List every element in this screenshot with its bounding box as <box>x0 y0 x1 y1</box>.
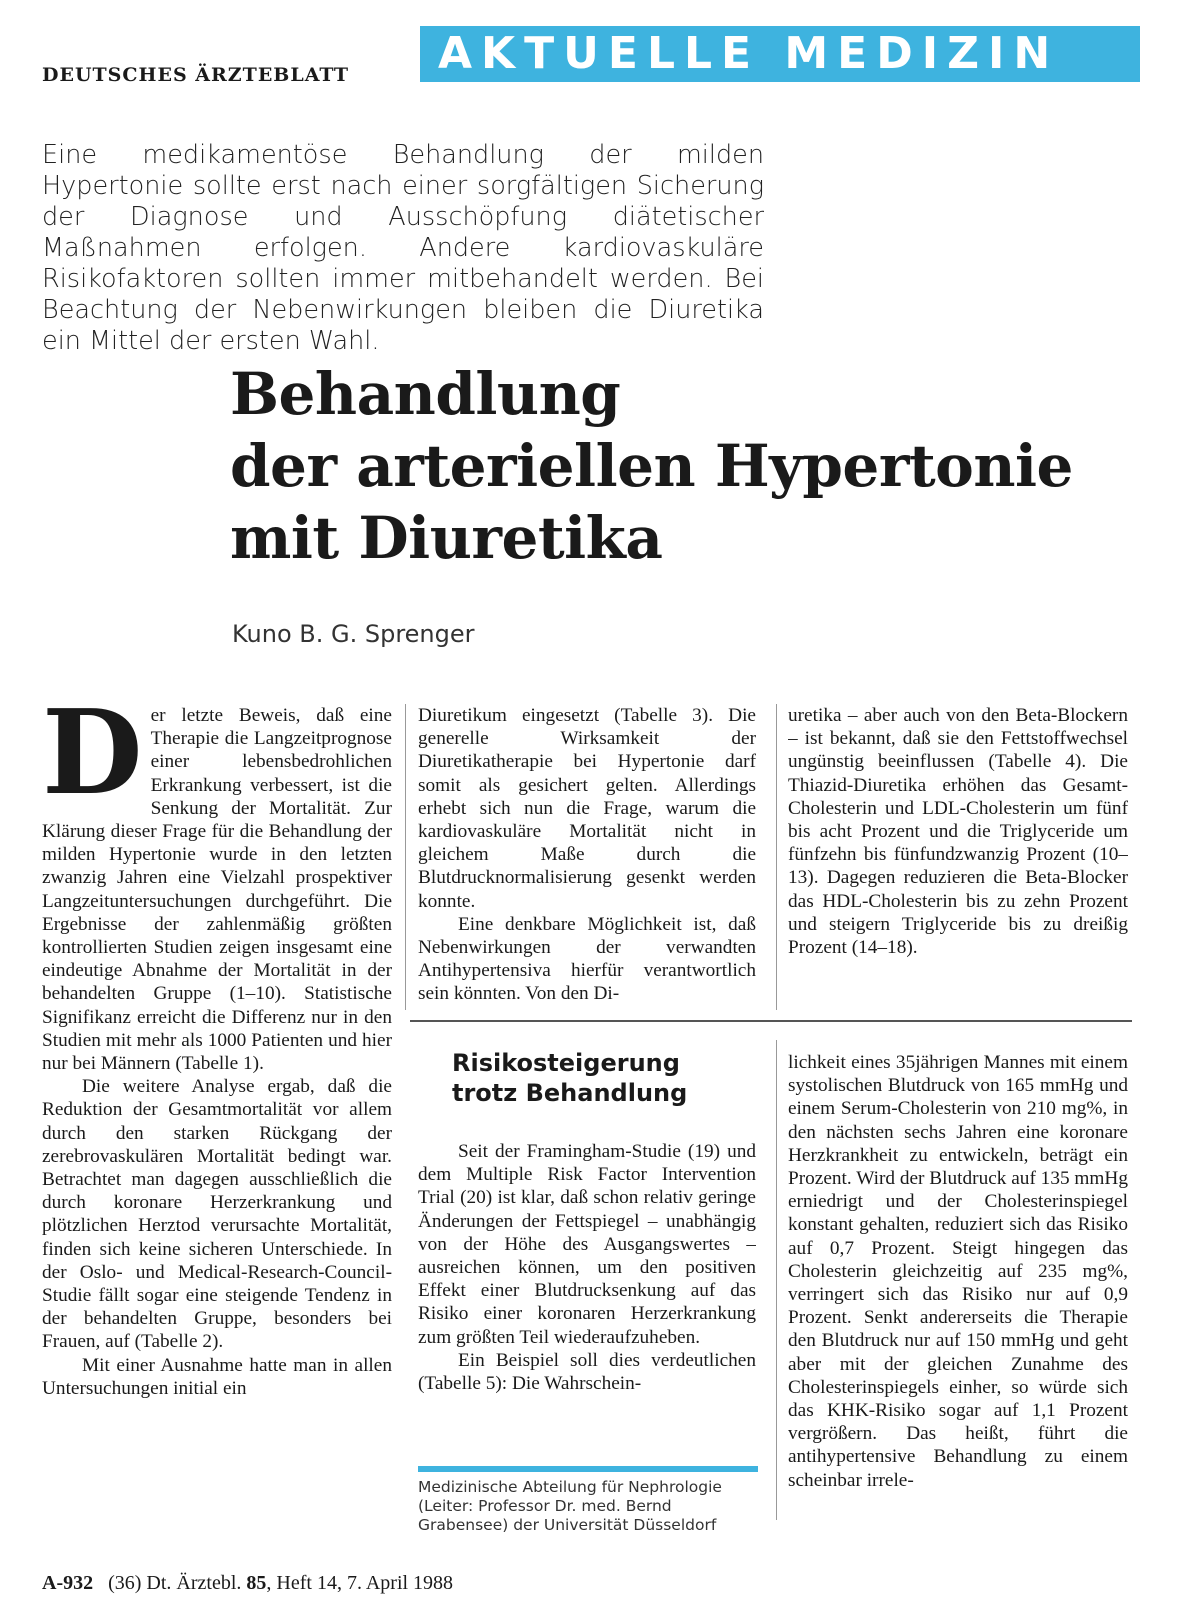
body-paragraph: Mit einer Ausnahme hatte man in allen Untersuchungen initial ein <box>42 1354 392 1399</box>
citation-journal: (36) Dt. Ärztebl. <box>108 1572 242 1594</box>
citation-issue: , Heft 14, 7. April 1988 <box>266 1572 454 1594</box>
body-paragraph: Die weitere Analyse ergab, daß die Reduktion der Gesamtmortalität vor allem durch den starken Rückgang der zerebrovaskulären Mortalität bedingt war. Betrachtet man dagegen ausschließlich die durch koronare Herzerkrankung und plötzlichen Herztod verursachte Mortalität, finden sich keine sicheren Unterschiede. In der Oslo- und Medical-Research-Council-Studie fällt sogar eine steigende Tendenz in der behandelten Gruppe, besonders bei Frauen, auf (Tabelle 2). <box>42 1076 392 1353</box>
title-line-1: Behandlung <box>230 360 621 428</box>
text-column-3 <box>788 704 1128 1004</box>
text-column-1 <box>42 704 392 1504</box>
text-column-4 <box>418 1140 756 1462</box>
text-column-2 <box>418 704 756 1004</box>
lead-paragraph: Eine medikamentöse Behandlung der milden Hypertonie sollte erst nach einer sorgfältigen Sicherung der Diagnose und Ausschöpfung diätetischer Maßnahmen erfolgen. Andere kardiovaskuläre Risikofaktoren sollten immer mitbehandelt werden. Bei Beachtung der Nebenwirkungen bleiben die Diuretika ein Mittel der ersten Wahl. <box>42 140 764 356</box>
affiliation-rule <box>418 1466 758 1472</box>
page-number: A-932 <box>42 1572 94 1594</box>
page-footer <box>42 1572 453 1595</box>
journal-name: DEUTSCHES ÄRZTEBLATT <box>42 64 350 86</box>
text-column-5 <box>788 1051 1128 1531</box>
author-name: Kuno B. G. Sprenger <box>232 620 475 648</box>
column-divider <box>776 1040 777 1520</box>
article-title <box>230 358 1150 574</box>
body-paragraph: Seit der Framingham-Studie (19) und dem Multiple Risk Factor Intervention Trial (20) ist klar, daß schon relativ geringe Änderungen der Fettspiegel – unabhängig von der Höhe des Ausgangswertes – ausreichen können, um den positiven Effekt einer Blutdrucksenkung auf das Risiko einer koronaren Herzerkrankung zum größten Teil wiederaufzuheben. <box>418 1141 756 1348</box>
title-line-2: der arteriellen Hypertonie <box>230 432 1073 500</box>
column-divider <box>405 704 406 1010</box>
body-paragraph: er letzte Beweis, daß eine Therapie die Langzeitprognose einer lebensbedrohlichen Erkrankung verbessert, ist die Senkung der Mortalität. Zur Klärung dieser Frage für die Behandlung der milden Hypertonie wurde in den letzten zwanzig Jahren eine Vielzahl prospektiver Langzeituntersuchungen durchgeführt. Die Ergebnisse der zahlenmäßig größten kontrollierten Studien zeigen insgesamt eine eindeutige Abnahme der Mortalität in der behandelten Gruppe (1–10). Statistische Signifikanz erreicht die Differenz nur in den Studien mit mehr als 1000 Patienten und hier nur bei Männern (Tabelle 1). <box>42 705 392 1075</box>
body-paragraph: uretika – aber auch von den Beta-Blockern – ist bekannt, daß sie den Fettstoffwechsel ungünstig beeinflussen (Tabelle 4). Die Thiazid-Diuretika erhöhen das Gesamt-Cholesterin und LDL-Cholesterin um fünf bis acht Prozent und die Triglyceride um fünfzehn bis fünfundzwanzig Prozent (10–13). Dagegen reduzieren die Beta-Blocker das HDL-Cholesterin bis zu zehn Prozent und steigern Triglyceride bis zu dreißig Prozent (14–18). <box>788 705 1128 959</box>
title-line-3: mit Diuretika <box>230 504 663 572</box>
body-paragraph: Eine denkbare Möglichkeit ist, daß Nebenwirkungen der verwandten Antihypertensiva hierfür verantwortlich sein könnten. Von den Di- <box>418 913 756 1004</box>
drop-cap: D <box>42 704 143 821</box>
author-affiliation: Medizinische Abteilung für Nephrologie (Leiter: Professor Dr. med. Bernd Grabensee) der Universität Düsseldorf <box>418 1478 722 1534</box>
citation-volume: 85 <box>246 1572 267 1594</box>
body-paragraph: lichkeit eines 35jährigen Mannes mit einem systolischen Blutdruck von 165 mmHg und einem Serum-Cholesterin von 210 mg%, in den nächsten sechs Jahren eine koronare Herzkrankheit zu entwickeln, beträgt ein Prozent. Wird der Blutdruck auf 135 mmHg erniedrigt und der Cholesterinspiegel konstant gehalten, reduziert sich das Risiko auf 0,7 Prozent. Steigt hingegen das Cholesterin gleichzeitig auf 235 mg%, verringert sich das Risiko nur auf 0,9 Prozent. Senkt andererseits die Therapie den Blutdruck nur auf 150 mmHg und geht aber mit der gleichen Zunahme des Cholesterinspiegels einher, so würde sich das KHK-Risiko sogar auf 1,1 Prozent vergrößern. Das heißt, führt die antihypertensive Behandlung zu einem scheinbar irrele- <box>788 1052 1128 1491</box>
section-heading: Risikosteigerung trotz Behandlung <box>452 1049 688 1107</box>
section-divider <box>410 1020 1132 1022</box>
body-paragraph: Diuretikum eingesetzt (Tabelle 3). Die generelle Wirksamkeit der Diuretikatherapie bei Hypertonie darf somit als gesichert gelten. Allerdings erhebt sich nun die Frage, warum die kardiovaskuläre Mortalität nicht in gleichem Maße durch die Blutdrucknormalisierung gesenkt werden konnte. <box>418 705 756 912</box>
body-paragraph: Ein Beispiel soll dies verdeutlichen (Tabelle 5): Die Wahrschein- <box>418 1349 756 1395</box>
section-banner: AKTUELLE MEDIZIN <box>420 26 1140 82</box>
column-divider <box>776 704 777 1010</box>
